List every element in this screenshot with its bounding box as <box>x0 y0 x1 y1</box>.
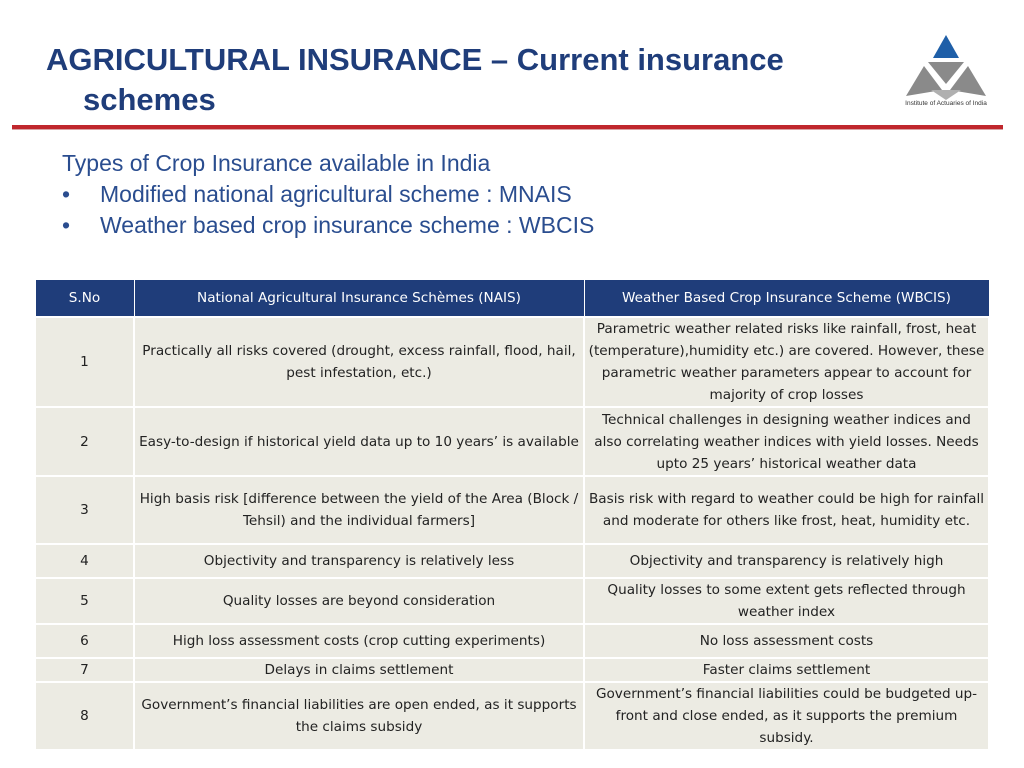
cell-nais: Practically all risks covered (drought, excess rainfall, flood, hail, pest infestation, etc.) <box>134 317 584 407</box>
cell-wbcis: Objectivity and transparency is relatively high <box>584 544 989 578</box>
cell-nais: High loss assessment costs (crop cutting experiments) <box>134 624 584 658</box>
cell-nais: High basis risk [difference between the yield of the Area (Block / Tehsil) and the individual farmers] <box>134 476 584 544</box>
table-row <box>35 407 989 476</box>
title-line-2: schemes <box>83 82 216 117</box>
cell-sno: 1 <box>35 317 134 407</box>
bullet-text: Modified national agricultural scheme : MNAIS <box>100 181 572 207</box>
table-row <box>35 658 989 682</box>
cell-sno: 7 <box>35 658 134 682</box>
cell-nais: Quality losses are beyond consideration <box>134 578 584 624</box>
title-line-1: AGRICULTURAL INSURANCE – Current insurance <box>46 42 784 77</box>
cell-wbcis: Quality losses to some extent gets reflected through weather index <box>584 578 989 624</box>
table-row <box>35 476 989 544</box>
table-row <box>35 682 989 750</box>
cell-nais: Easy-to-design if historical yield data up to 10 years’ is available <box>134 407 584 476</box>
header-nais: National Agricultural Insurance Schèmes (NAIS) <box>134 280 584 318</box>
cell-sno: 4 <box>35 544 134 578</box>
table-row <box>35 578 989 624</box>
cell-wbcis: Parametric weather related risks like rainfall, frost, heat (temperature),humidity etc.) are covered. However, these parametric weather parameters appear to account for majority of crop losses <box>584 317 989 407</box>
cell-wbcis: Technical challenges in designing weather indices and also correlating weather indices with yield losses. Needs upto 25 years’ historical weather data <box>584 407 989 476</box>
cell-sno: 8 <box>35 682 134 750</box>
cell-wbcis: No loss assessment costs <box>584 624 989 658</box>
intro-section <box>62 148 594 241</box>
header-sno: S.No <box>35 280 134 318</box>
table-row <box>35 544 989 578</box>
cell-wbcis: Government’s financial liabilities could be budgeted up-front and close ended, as it supports the premium subsidy. <box>584 682 989 750</box>
cell-nais: Objectivity and transparency is relatively less <box>134 544 584 578</box>
bullet-icon: • <box>62 181 71 207</box>
cell-sno: 5 <box>35 578 134 624</box>
cell-nais: Delays in claims settlement <box>134 658 584 682</box>
header-wbcis: Weather Based Crop Insurance Scheme (WBCIS) <box>584 280 989 318</box>
bullet-icon: • <box>62 212 71 238</box>
bullet-item <box>62 179 594 210</box>
comparison-table <box>34 279 990 751</box>
table-header-row <box>35 280 989 318</box>
cell-nais: Government’s financial liabilities are open ended, as it supports the claims subsidy <box>134 682 584 750</box>
bullet-item <box>62 210 594 241</box>
cell-wbcis: Basis risk with regard to weather could be high for rainfall and moderate for others like frost, heat, humidity etc. <box>584 476 989 544</box>
cell-sno: 2 <box>35 407 134 476</box>
table-row <box>35 317 989 407</box>
title-divider <box>12 125 1003 130</box>
cell-sno: 6 <box>35 624 134 658</box>
logo-caption: Institute of Actuaries of India <box>905 100 987 107</box>
table-row <box>35 624 989 658</box>
cell-wbcis: Faster claims settlement <box>584 658 989 682</box>
bullet-text: Weather based crop insurance scheme : WBCIS <box>100 212 595 238</box>
intro-heading: Types of Crop Insurance available in India <box>62 150 491 176</box>
slide-title <box>46 40 886 120</box>
cell-sno: 3 <box>35 476 134 544</box>
